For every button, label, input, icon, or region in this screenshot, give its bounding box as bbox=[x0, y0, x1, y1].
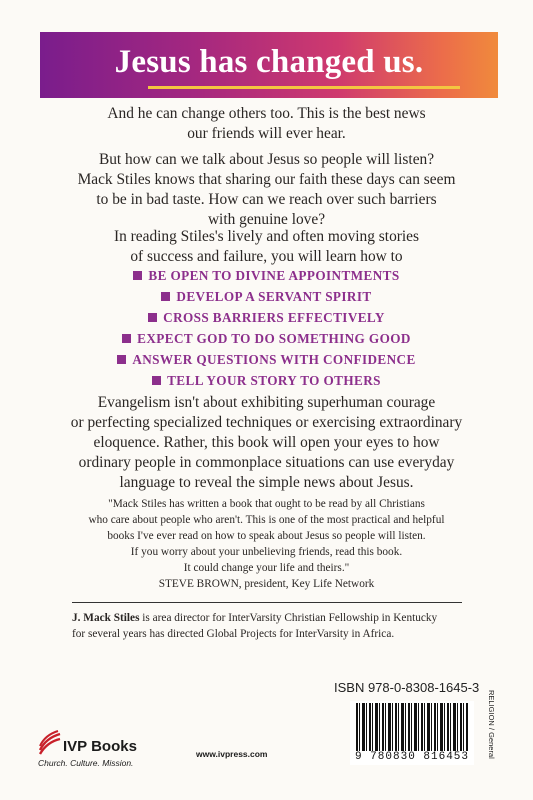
evangelism-line: eloquence. Rather, this book will open your eyes to how bbox=[93, 434, 440, 451]
bullet-square-icon bbox=[148, 313, 157, 322]
reading-paragraph bbox=[0, 227, 533, 267]
question-line: to be in bad taste. How can we reach over such barriers bbox=[96, 191, 437, 208]
evangelism-paragraph bbox=[0, 393, 533, 493]
publisher-tagline: Church. Culture. Mission. bbox=[38, 758, 134, 768]
bullet-item bbox=[0, 268, 533, 289]
barcode-digits: 9 780830 816453 bbox=[354, 751, 470, 763]
bullet-text: BE OPEN TO DIVINE APPOINTMENTS bbox=[148, 268, 400, 283]
quote-line: books I've ever read on how to speak about Jesus so people will listen. bbox=[107, 530, 426, 542]
publisher-logo bbox=[38, 730, 188, 775]
bullet-text: CROSS BARRIERS EFFECTIVELY bbox=[163, 310, 385, 325]
intro-paragraph bbox=[0, 104, 533, 144]
bullet-list bbox=[0, 268, 533, 394]
bullet-item bbox=[0, 331, 533, 352]
barcode bbox=[350, 701, 474, 765]
evangelism-line: ordinary people in commonplace situations can use everyday bbox=[78, 454, 455, 471]
bullet-text: DEVELOP A SERVANT SPIRIT bbox=[176, 289, 372, 304]
bullet-item bbox=[0, 352, 533, 373]
reading-line: of success and failure, you will learn how to bbox=[130, 248, 403, 265]
intro-line: And he can change others too. This is the best news bbox=[107, 105, 426, 122]
evangelism-line: Evangelism isn't about exhibiting superhuman courage bbox=[97, 394, 436, 411]
publisher-name: IVP Books bbox=[63, 738, 137, 755]
bullet-text: ANSWER QUESTIONS WITH CONFIDENCE bbox=[132, 352, 416, 367]
author-bio bbox=[72, 610, 472, 642]
intro-line: our friends will ever hear. bbox=[187, 125, 346, 142]
bullet-square-icon bbox=[161, 292, 170, 301]
bullet-text: EXPECT GOD TO DO SOMETHING GOOD bbox=[137, 331, 411, 346]
question-line: Mack Stiles knows that sharing our faith these days can seem bbox=[77, 171, 456, 188]
category-code bbox=[484, 690, 498, 770]
ivp-logo-icon bbox=[38, 730, 62, 756]
quote-attribution: STEVE BROWN, president, Key Life Network bbox=[158, 578, 375, 590]
question-line: But how can we talk about Jesus so people will listen? bbox=[98, 151, 435, 168]
endorsement-quote bbox=[0, 496, 533, 592]
evangelism-line: or perfecting specialized techniques or exercising extraordinary bbox=[70, 414, 463, 431]
barcode-bars bbox=[356, 703, 468, 751]
category-code-text: RELIGION / General bbox=[487, 690, 496, 759]
quote-line: If you worry about your unbelieving friends, read this book. bbox=[130, 546, 403, 558]
bullet-square-icon bbox=[152, 376, 161, 385]
bullet-square-icon bbox=[117, 355, 126, 364]
author-bio-line bbox=[72, 610, 472, 626]
quote-line: "Mack Stiles has written a book that ought to be read by all Christians bbox=[108, 498, 425, 510]
author-name: J. Mack Stiles bbox=[72, 612, 140, 624]
banner-underline bbox=[148, 86, 460, 89]
author-bio-line: for several years has directed Global Projects for InterVarsity in Africa. bbox=[72, 628, 395, 640]
isbn-label: ISBN 978-0-8308-1645-3 bbox=[334, 680, 480, 695]
evangelism-line: language to reveal the simple news about Jesus. bbox=[119, 474, 414, 491]
bullet-square-icon bbox=[133, 271, 142, 280]
question-paragraph bbox=[0, 150, 533, 230]
publisher-url[interactable]: www.ivpress.com bbox=[196, 749, 268, 759]
bullet-item bbox=[0, 373, 533, 394]
title-banner bbox=[40, 32, 498, 98]
bullet-item bbox=[0, 289, 533, 310]
divider bbox=[72, 602, 462, 603]
banner-title: Jesus has changed us. bbox=[114, 44, 424, 80]
bullet-square-icon bbox=[122, 334, 131, 343]
question-line: with genuine love? bbox=[207, 211, 326, 228]
bullet-text: TELL YOUR STORY TO OTHERS bbox=[167, 373, 381, 388]
quote-line: It could change your life and theirs." bbox=[183, 562, 350, 574]
reading-line: In reading Stiles's lively and often moving stories bbox=[114, 228, 419, 245]
bullet-item bbox=[0, 310, 533, 331]
quote-line: who care about people who aren't. This is one of the most practical and helpful bbox=[88, 514, 445, 526]
author-bio-text: is area director for InterVarsity Christian Fellowship in Kentucky bbox=[139, 612, 438, 624]
